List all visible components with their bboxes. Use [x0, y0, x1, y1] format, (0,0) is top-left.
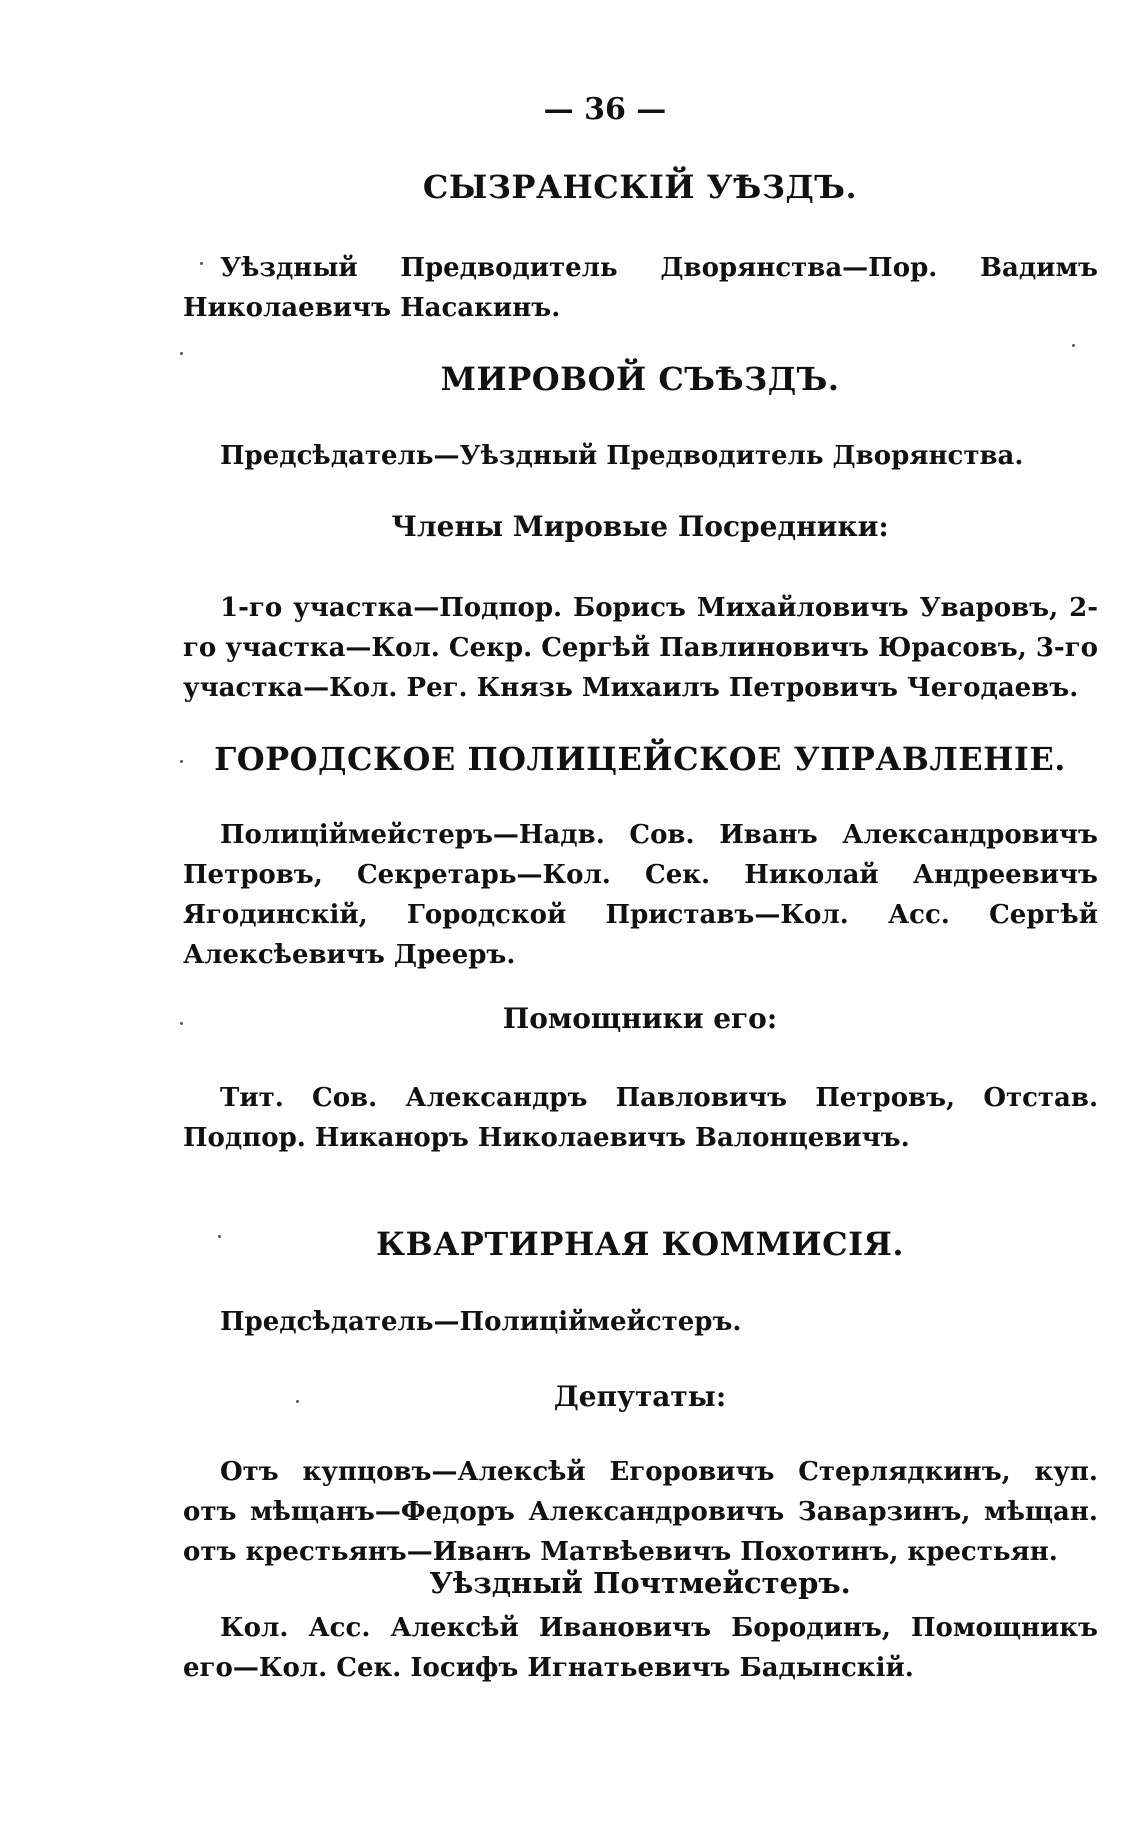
page-number: — 36 —	[543, 92, 667, 127]
paragraph-predsedatel-mirovoi: Предсѣдатель—Уѣздный Предводитель Дворянства.	[220, 441, 1024, 471]
print-speck	[180, 352, 183, 355]
section-heading-kvartirnaya: КВАРТИРНАЯ КОММИСІЯ.	[376, 1225, 904, 1263]
print-speck	[218, 1235, 221, 1238]
paragraph-predsedatel-kvartirnaya: Предсѣдатель—Полиціймейстеръ.	[220, 1307, 742, 1337]
print-speck	[200, 262, 203, 265]
subheading-deputaty: Депутаты:	[553, 1380, 727, 1413]
print-speck	[1072, 344, 1075, 347]
section-heading-pochtmeister: Уѣздный Почтмейстеръ.	[429, 1566, 851, 1600]
print-speck	[180, 1022, 183, 1025]
section-heading-mirovoi-sezd: МИРОВОЙ СЪѢЗДЪ.	[440, 360, 840, 398]
subheading-chleny: Члены Мировые Посредники:	[391, 510, 889, 543]
section-heading-policeiskoe: ГОРОДСКОЕ ПОЛИЦЕЙСКОЕ УПРАВЛЕНІЕ.	[214, 740, 1066, 778]
print-speck	[180, 760, 183, 763]
subheading-pomoshchniki: Помощники его:	[502, 1002, 778, 1035]
paragraph-posredniki: 1-го участка—Подпор. Борисъ Михайловичъ Уваровъ, 2-го участка—Кол. Секр. Сергѣй Павлиновичъ Юрасовъ, 3-го участка—Кол. Рег. Князь Михаилъ Петровичъ Чегодаевъ.	[183, 593, 1098, 703]
paragraph-pomoshchniki: Тит. Сов. Александръ Павловичъ Петровъ, Отстав. Подпор. Никаноръ Николаевичъ Валонцевичъ.	[183, 1083, 1098, 1153]
paragraph-policeimeister: Полиціймейстеръ—Надв. Сов. Иванъ Александровичъ Петровъ, Секретарь—Кол. Сек. Николай Андреевичъ Ягодинскій, Городской Приставъ—Кол. Асс. Сергѣй Алексѣевичъ Дрееръ.	[183, 820, 1098, 970]
section-heading-syzran-uezd: СЫЗРАНСКІЙ УѢЗДЪ.	[422, 168, 858, 206]
paragraph-pochtmeister: Кол. Асс. Алексѣй Ивановичъ Бородинъ, Помощникъ его—Кол. Сек. Іосифъ Игнатьевичъ Бадынскій.	[183, 1613, 1098, 1683]
print-speck	[296, 1400, 299, 1403]
paragraph-uezd-predvoditel: Уѣздный Предводитель Дворянства—Пор. Вадимъ Николаевичъ Насакинъ.	[183, 253, 1098, 323]
paragraph-deputaty: Отъ купцовъ—Алексѣй Егоровичъ Стерлядкинъ, куп. отъ мѣщанъ—Федоръ Александровичъ Заварзинъ, мѣщан. отъ крестьянъ—Иванъ Матвѣевичъ Похотинъ, крестьян.	[183, 1457, 1098, 1567]
